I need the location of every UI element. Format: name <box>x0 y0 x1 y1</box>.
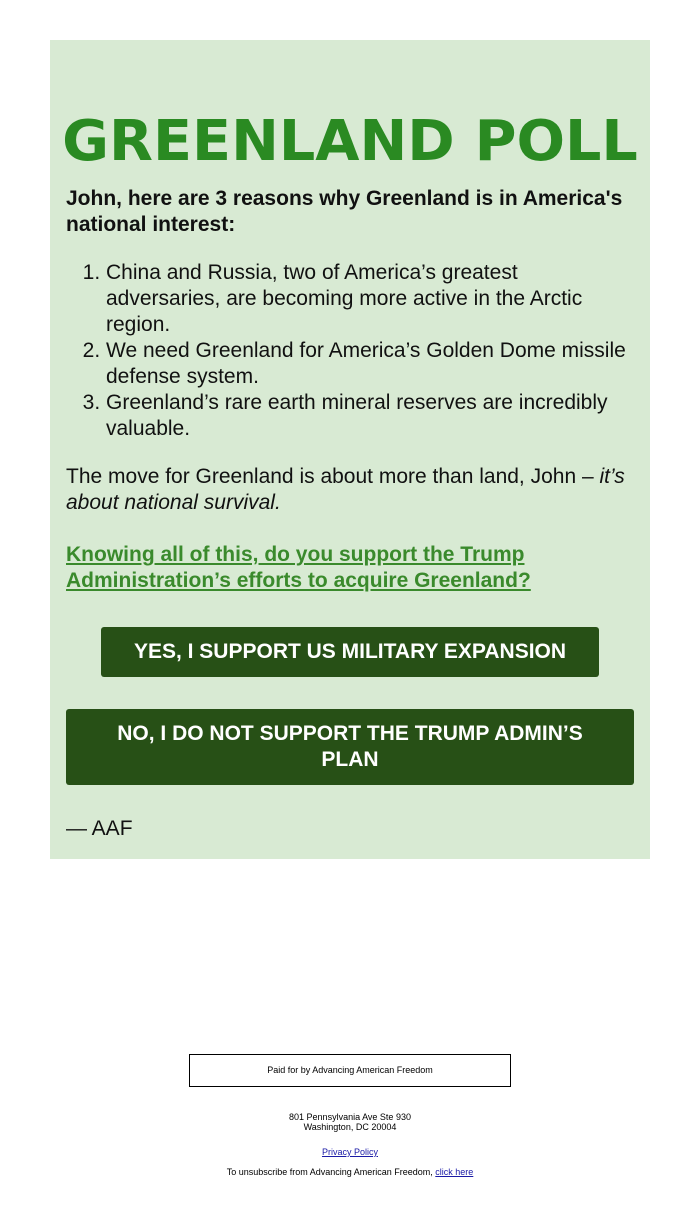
intro-heading: John, here are 3 reasons why Greenland is in America's national interest: <box>66 187 623 236</box>
closing-paragraph <box>66 464 642 516</box>
signoff: — AAF <box>66 817 133 840</box>
greenland-poll-logo: GREENLAND POLL <box>62 109 638 174</box>
privacy-policy-link[interactable]: Privacy Policy <box>321 1147 378 1157</box>
closing-text: The move for Greenland is about more than land, John – <box>66 465 600 488</box>
no-support-button[interactable]: NO, I DO NOT SUPPORT THE TRUMP ADMIN’S PLAN <box>66 709 634 785</box>
address-line-1: 801 Pennsylvania Ave Ste 930 <box>289 1112 411 1122</box>
yes-support-button[interactable]: YES, I SUPPORT US MILITARY EXPANSION <box>101 627 599 677</box>
email-card <box>50 40 650 859</box>
privacy-row <box>0 1147 700 1157</box>
list-item: 2. We need Greenland for America’s Golden Dome missile defense system. <box>106 338 626 390</box>
list-item: 3. Greenland’s rare earth mineral reserves are incredibly valuable. <box>106 390 626 442</box>
closing-emphasis: it’s about national survival. <box>66 465 625 514</box>
paid-for-disclaimer: Paid for by Advancing American Freedom <box>189 1054 511 1087</box>
list-item: 1. China and Russia, two of America’s greatest adversaries, are becoming more active in the Arctic region. <box>106 260 626 338</box>
reasons-list <box>66 260 626 442</box>
unsubscribe-link[interactable]: click here <box>435 1167 474 1177</box>
unsubscribe-text: To unsubscribe from Advancing American Freedom, <box>226 1167 436 1177</box>
mailing-address <box>0 1112 700 1132</box>
address-line-2: Washington, DC 20004 <box>303 1122 397 1132</box>
poll-question-link[interactable]: Knowing all of this, do you support the Trump Administration’s efforts to acquire Greenland? <box>66 543 531 592</box>
unsubscribe-row <box>0 1167 700 1177</box>
